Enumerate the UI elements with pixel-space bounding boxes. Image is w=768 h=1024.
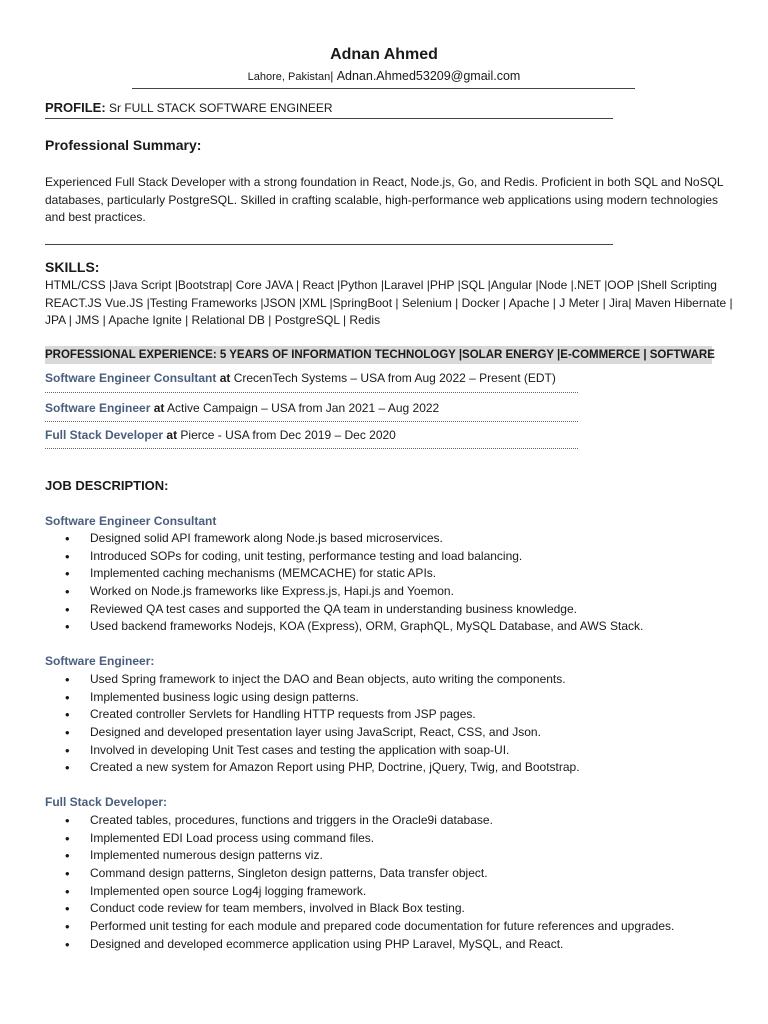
job-details: CrecenTech Systems – USA from Aug 2022 – Present (EDT) bbox=[233, 371, 556, 385]
list-item: • Used Spring framework to inject the DAO and Bean objects, auto writing the components. bbox=[45, 671, 580, 689]
list-item: • Created a new system for Amazon Report using PHP, Doctrine, jQuery, Twig, and Bootstrap. bbox=[45, 759, 580, 777]
list-item: • Implemented caching mechanisms (MEMCACHE) for static APIs. bbox=[45, 565, 643, 583]
experience-heading: PROFESSIONAL EXPERIENCE: 5 YEARS OF INFORMATION TECHNOLOGY |SOLAR ENERGY |E-COMMERCE | SOFTWARE bbox=[45, 346, 712, 364]
skills-heading: SKILLS: bbox=[45, 259, 100, 275]
profile-line bbox=[45, 100, 333, 115]
skills-text: HTML/CSS |Java Script |Bootstrap| Core JAVA | React |Python |Laravel |PHP |SQL |Angular |Node |.NET |OOP |Shell Scripting REACT.JS Vue.JS |Testing Frameworks |JSON |XML |SpringBoot | Selenium | Docker | Apache | J Meter | Jira| Maven Hibernate | JPA | JMS | Apache Ignite | Relational DB | PostgreSQL | Redis bbox=[45, 278, 733, 328]
job-divider bbox=[45, 392, 578, 393]
list-item: • Implemented numerous design patterns viz. bbox=[45, 847, 674, 865]
candidate-name: Adnan Ahmed bbox=[330, 46, 438, 63]
profile-label: PROFILE: bbox=[45, 100, 106, 115]
job-details: Pierce - USA from Dec 2019 – Dec 2020 bbox=[180, 428, 396, 442]
section-title: Software Engineer Consultant bbox=[45, 514, 217, 528]
bullet-list bbox=[45, 530, 643, 636]
list-item: • Reviewed QA test cases and supported the QA team in understanding business knowledge. bbox=[45, 601, 643, 619]
list-item: • Designed and developed presentation layer using JavaScript, React, CSS, and Json. bbox=[45, 724, 580, 742]
job-role: Software Engineer bbox=[45, 401, 151, 415]
job-role: Full Stack Developer bbox=[45, 428, 164, 442]
bullet-list bbox=[45, 671, 580, 777]
contact-line bbox=[0, 69, 768, 83]
list-item: • Created tables, procedures, functions and triggers in the Oracle9i database. bbox=[45, 812, 674, 830]
list-item: • Worked on Node.js frameworks like Express.js, Hapi.js and Yoemon. bbox=[45, 583, 643, 601]
profile-divider bbox=[45, 118, 613, 119]
section-title: Software Engineer: bbox=[45, 654, 155, 668]
job-entry bbox=[45, 401, 439, 415]
list-item: • Introduced SOPs for coding, unit testing, performance testing and load balancing. bbox=[45, 548, 643, 566]
job-details: Active Campaign – USA from Jan 2021 – Aug 2022 bbox=[167, 401, 440, 415]
summary-heading: Professional Summary: bbox=[45, 137, 202, 153]
profile-title: Sr FULL STACK SOFTWARE ENGINEER bbox=[109, 101, 333, 115]
job-at: at bbox=[219, 371, 231, 385]
list-item: • Implemented EDI Load process using command files. bbox=[45, 830, 674, 848]
list-item: • Created controller Servlets for Handling HTTP requests from JSP pages. bbox=[45, 706, 580, 724]
list-item: • Implemented open source Log4j logging framework. bbox=[45, 883, 674, 901]
summary-text: Experienced Full Stack Developer with a strong foundation in React, Node.js, Go, and Redis. Proficient in both SQL and NoSQL databases, particularly PostgreSQL. Skilled in crafting scalable, high-performance web applications using modern technologies and best practices. bbox=[45, 175, 724, 225]
section-title: Full Stack Developer: bbox=[45, 795, 168, 809]
job-entry bbox=[45, 371, 556, 385]
location: Lahore, Pakistan bbox=[247, 71, 331, 83]
job-entry bbox=[45, 428, 396, 442]
list-item: • Designed and developed ecommerce application using PHP Laravel, MySQL, and React. bbox=[45, 936, 674, 954]
summary-divider bbox=[45, 244, 613, 245]
list-item: • Conduct code review for team members, involved in Black Box testing. bbox=[45, 900, 674, 918]
email-address: Adnan.Ahmed53209@gmail.com bbox=[336, 69, 521, 83]
job-role: Software Engineer Consultant bbox=[45, 371, 217, 385]
list-item: • Command design patterns, Singleton design patterns, Data transfer object. bbox=[45, 865, 674, 883]
job-at: at bbox=[153, 401, 165, 415]
job-description-heading: JOB DESCRIPTION: bbox=[45, 478, 169, 493]
contact-separator: | bbox=[330, 69, 334, 83]
job-at: at bbox=[166, 428, 178, 442]
header-divider bbox=[132, 88, 635, 89]
job-divider bbox=[45, 448, 578, 449]
list-item: • Implemented business logic using design patterns. bbox=[45, 689, 580, 707]
list-item: • Designed solid API framework along Node.js based microservices. bbox=[45, 530, 643, 548]
bullet-list bbox=[45, 812, 674, 954]
job-divider bbox=[45, 421, 578, 422]
list-item: • Involved in developing Unit Test cases and testing the application with soap-UI. bbox=[45, 742, 580, 760]
list-item: • Performed unit testing for each module and prepared code documentation for future references and upgrades. bbox=[45, 918, 674, 936]
list-item: • Used backend frameworks Nodejs, KOA (Express), ORM, GraphQL, MySQL Database, and AWS Stack. bbox=[45, 618, 643, 636]
